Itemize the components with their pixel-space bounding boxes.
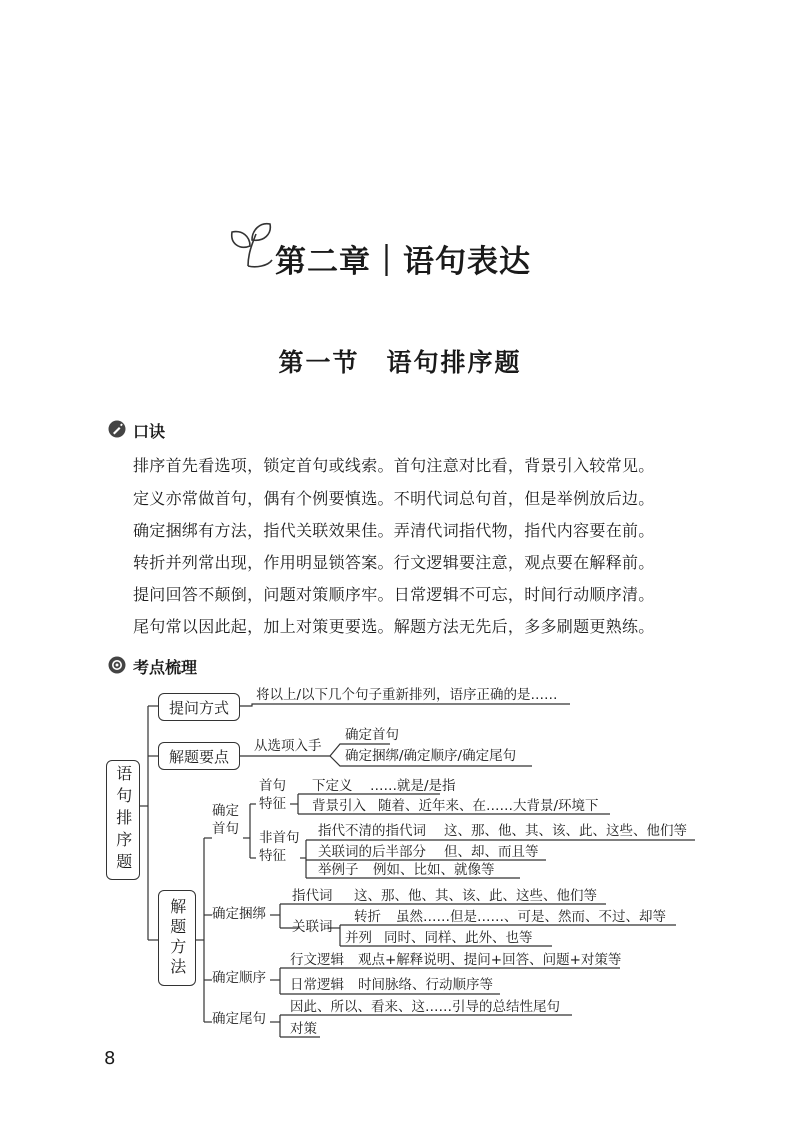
feature-value: ……就是/是指 bbox=[370, 778, 456, 794]
mnemonic-line: 提问回答不颠倒，问题对策顺序牢。日常逻辑不可忘，时间行动顺序清。 bbox=[133, 585, 655, 604]
first-feature-label: 首句特征 bbox=[259, 778, 286, 812]
mnemonic-label: 口诀 bbox=[133, 422, 166, 441]
feature-value: 随着、近年来、在……大背景/环境下 bbox=[378, 798, 599, 814]
mnemonic-line: 定义亦常做首句，偶有个例要慎选。不明代词总句首，但是举例放后边。 bbox=[133, 489, 655, 508]
ask-way-label: 提问方式 bbox=[168, 698, 229, 717]
mindmap-node-key-points bbox=[158, 742, 240, 770]
conj-key: 并列 bbox=[345, 930, 372, 946]
mnemonic-line: 转折并列常出现，作用明显锁答案。行文逻辑要注意，观点要在解释前。 bbox=[133, 553, 655, 572]
conj-key: 转折 bbox=[354, 909, 381, 925]
last-item: 因此、所以、看来、这……引导的总结性尾句 bbox=[290, 999, 560, 1015]
order-label: 确定顺序 bbox=[212, 970, 266, 986]
chapter-title: 第二章｜语句表达 bbox=[275, 244, 531, 280]
mindmap-node-ask-way bbox=[158, 693, 240, 721]
mindmap-root-label: 语句排序题 bbox=[113, 765, 133, 875]
non-feature-key: 举例子 bbox=[318, 862, 359, 878]
conj-value: 同时、同样、此外、也等 bbox=[384, 930, 533, 946]
pronoun-key: 指代词 bbox=[292, 888, 333, 904]
order-key: 日常逻辑 bbox=[290, 977, 344, 993]
conj-value: 虽然……但是……、可是、然而、不过、却等 bbox=[396, 909, 666, 925]
methods-label: 解题方法 bbox=[167, 898, 187, 978]
non-first-feature-label: 非首句特征 bbox=[259, 830, 300, 864]
non-feature-value: 例如、比如、就像等 bbox=[373, 862, 495, 878]
mindmap-node-methods bbox=[158, 890, 196, 986]
last-label: 确定尾句 bbox=[212, 1011, 266, 1027]
non-feature-key: 指代不清的指代词 bbox=[318, 823, 426, 839]
mnemonic-line: 确定捆绑有方法，指代关联效果佳。弄清代词指代物，指代内容要在前。 bbox=[133, 521, 655, 540]
pronoun-value: 这、那、他、其、该、此、这些、他们等 bbox=[354, 888, 597, 904]
key-points-sub: 从选项入手 bbox=[254, 738, 322, 754]
ask-way-content: 将以上/以下几个句子重新排列，语序正确的是…… bbox=[256, 687, 558, 703]
non-feature-value: 但、却、而且等 bbox=[444, 844, 539, 860]
page-number: 8 bbox=[104, 1048, 116, 1069]
key-points-item: 确定首句 bbox=[345, 727, 399, 743]
feature-key: 背景引入 bbox=[312, 798, 366, 814]
mnemonic-line: 尾句常以因此起，加上对策更要选。解题方法无先后，多多刷题更熟练。 bbox=[133, 617, 655, 636]
non-feature-value: 这、那、他、其、该、此、这些、他们等 bbox=[444, 823, 687, 839]
summary-label: 考点梳理 bbox=[133, 658, 198, 677]
last-item: 对策 bbox=[290, 1021, 317, 1037]
section-title: 第一节 语句排序题 bbox=[278, 348, 522, 377]
conj-label: 关联词 bbox=[292, 919, 333, 935]
feature-key: 下定义 bbox=[312, 778, 353, 794]
order-value: 观点+解释说明、提问+回答、问题+对策等 bbox=[358, 952, 622, 968]
order-value: 时间脉络、行动顺序等 bbox=[358, 977, 493, 993]
non-feature-key: 关联词的后半部分 bbox=[318, 844, 426, 860]
first-sentence-label: 确定首句 bbox=[212, 803, 239, 837]
order-key: 行文逻辑 bbox=[290, 952, 344, 968]
mnemonic-line: 排序首先看选项，锁定首句或线索。首句注意对比看，背景引入较常见。 bbox=[133, 456, 655, 475]
key-points-label: 解题要点 bbox=[168, 747, 229, 766]
mindmap-root bbox=[106, 760, 140, 880]
key-points-item: 确定捆绑/确定顺序/确定尾句 bbox=[345, 748, 517, 764]
bind-label: 确定捆绑 bbox=[212, 906, 266, 922]
